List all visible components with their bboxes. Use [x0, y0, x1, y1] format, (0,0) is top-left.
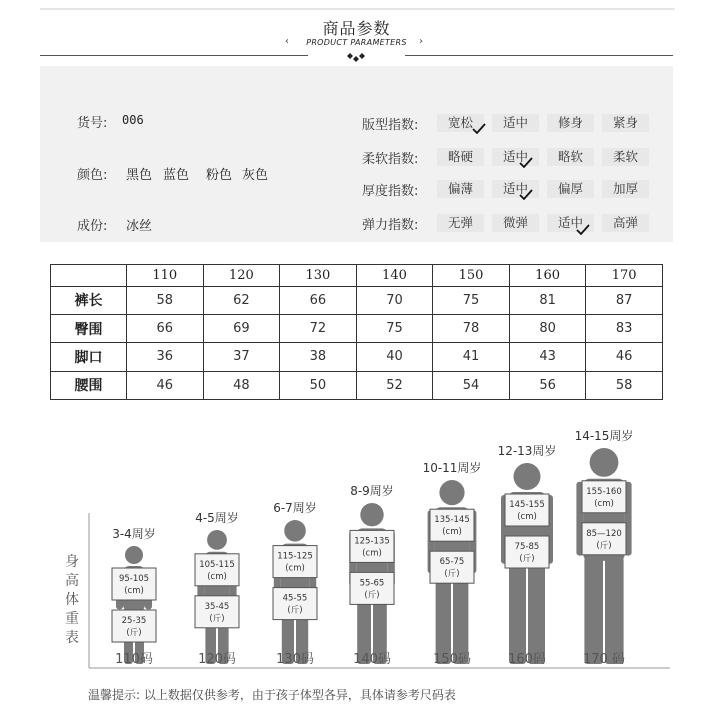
- color-option-pink: 粉色: [206, 168, 233, 183]
- height-range-value: 135-145: [434, 515, 470, 526]
- vertical-label-char: 重: [65, 611, 79, 627]
- height-range-value: 145-155: [509, 500, 545, 510]
- age-label: 3-4周岁: [112, 527, 156, 541]
- table-cell: 56: [509, 371, 586, 399]
- table-row: [51, 343, 663, 371]
- table-cell: 78: [433, 314, 510, 342]
- table-cell: 37: [203, 343, 280, 371]
- table-corner-cell: [51, 265, 127, 287]
- thickness-option-extra-thick: 加厚: [602, 180, 649, 198]
- color-option-blue: 蓝色: [163, 168, 190, 183]
- diamond-ornament-icon: [345, 50, 367, 64]
- vertical-label-char: 体: [65, 592, 79, 608]
- height-range-value: 155-160: [586, 486, 622, 497]
- height-unit: (cm): [362, 548, 382, 559]
- size-code-label: 160码: [508, 652, 546, 667]
- weight-unit: (斤): [209, 613, 225, 624]
- weight-range-value: 25-35: [121, 616, 147, 626]
- table-cell: 66: [280, 286, 357, 314]
- table-cell: 38: [280, 343, 357, 371]
- checkmark-icon: [519, 189, 533, 201]
- row-header-hip: 臀围: [51, 314, 127, 342]
- table-cell: 66: [127, 314, 204, 342]
- age-label: 10-11周岁: [422, 461, 482, 475]
- vertical-label-char: 表: [65, 630, 79, 646]
- height-range-value: 115-125: [277, 551, 313, 562]
- child-leg-silhouette: [605, 557, 624, 664]
- softness-option-very-soft: 柔软: [602, 148, 649, 166]
- header-divider-left: [40, 55, 308, 56]
- thickness-option-medium: 适中: [492, 180, 539, 198]
- size-code-label: 130码: [276, 652, 314, 667]
- section-title: 商品参数: [322, 19, 391, 38]
- footer-tip: 温馨提示: 以上数据仅供参考，由于孩子体型各异，具体请参考尺码表: [88, 688, 456, 702]
- child-head-silhouette: [439, 480, 464, 505]
- child-leg-silhouette: [528, 564, 545, 664]
- height-range-value: 95-105: [118, 574, 150, 584]
- age-label: 12-13周岁: [497, 444, 557, 458]
- fit-index-label: 版型指数:: [362, 118, 419, 133]
- header-top-divider: [40, 8, 675, 10]
- row-header-waist: 腰围: [51, 371, 127, 399]
- fit-option-regular: 适中: [492, 114, 539, 132]
- table-row: [51, 314, 663, 342]
- table-row: [51, 286, 663, 314]
- size-column-header: 150: [433, 265, 510, 287]
- size-column-header: 120: [203, 265, 280, 287]
- table-row: [51, 371, 663, 399]
- size-code-label: 140码: [353, 652, 391, 667]
- thickness-option-thin: 偏薄: [437, 180, 484, 198]
- child-leg-silhouette: [509, 564, 526, 664]
- table-cell: 87: [586, 286, 663, 314]
- height-unit: (cm): [207, 571, 227, 582]
- size-code-label: 170 码: [583, 652, 625, 667]
- weight-unit: (斤): [364, 590, 380, 601]
- weight-range-value: 65-75: [439, 557, 465, 568]
- weight-range-value: 75-85: [514, 542, 540, 552]
- table-cell: 58: [586, 371, 663, 399]
- fit-option-slim: 修身: [547, 114, 594, 132]
- color-option-black: 黑色: [126, 168, 153, 183]
- color-label: 颜色:: [77, 168, 108, 183]
- height-weight-illustration: [55, 418, 675, 680]
- checkmark-icon: [576, 224, 590, 236]
- size-column-header: 170: [586, 265, 663, 287]
- height-unit: (cm): [517, 512, 537, 522]
- stretch-option-none: 无弹: [437, 214, 484, 232]
- weight-unit: (斤): [126, 628, 142, 638]
- softness-option-soft: 略软: [547, 148, 594, 166]
- softness-index-label: 柔软指数:: [362, 152, 419, 167]
- checkmark-icon: [519, 157, 533, 169]
- weight-range-value: 55-65: [359, 578, 385, 589]
- child-head-silhouette: [360, 503, 383, 526]
- table-cell: 43: [509, 343, 586, 371]
- weight-unit: (斤): [519, 554, 535, 564]
- item-no-value: 006: [122, 113, 144, 127]
- child-head-silhouette: [207, 530, 227, 550]
- size-code-label: 110码: [115, 652, 153, 667]
- table-cell: 54: [433, 371, 510, 399]
- table-cell: 75: [356, 314, 433, 342]
- child-head-silhouette: [590, 448, 619, 477]
- height-range-value: 125-135: [354, 536, 390, 547]
- fit-option-loose: 宽松: [437, 114, 484, 132]
- row-header-leg-opening: 脚口: [51, 343, 127, 371]
- child-head-silhouette: [125, 546, 143, 564]
- softness-option-medium: 适中: [492, 148, 539, 166]
- child-leg-silhouette: [453, 573, 468, 664]
- size-code-label: 150码: [433, 652, 471, 667]
- size-column-header: 160: [509, 265, 586, 287]
- child-leg-silhouette: [584, 557, 603, 664]
- color-option-gray: 灰色: [242, 168, 269, 183]
- table-cell: 41: [433, 343, 510, 371]
- product-info-panel: [40, 66, 673, 242]
- weight-range-value: 85—120: [586, 528, 622, 539]
- table-cell: 72: [280, 314, 357, 342]
- size-column-header: 110: [127, 265, 204, 287]
- child-head-silhouette: [514, 463, 541, 490]
- row-header-pant-length: 裤长: [51, 286, 127, 314]
- size-code-label: 120码: [198, 652, 236, 667]
- child-leg-silhouette: [436, 573, 451, 664]
- age-label: 4-5周岁: [195, 511, 239, 525]
- table-cell: 48: [203, 371, 280, 399]
- material-value: 冰丝: [126, 219, 153, 234]
- fit-option-tight: 紧身: [602, 114, 649, 132]
- height-range-value: 105-115: [199, 559, 235, 570]
- table-cell: 81: [509, 286, 586, 314]
- chevron-right-icon: ›: [419, 36, 423, 47]
- weight-range-value: 35-45: [204, 601, 230, 612]
- child-head-silhouette: [284, 520, 306, 542]
- header-divider-right: [405, 55, 673, 56]
- height-unit: (cm): [124, 586, 144, 596]
- weight-unit: (斤): [444, 569, 460, 580]
- table-cell: 70: [356, 286, 433, 314]
- size-column-header: 130: [280, 265, 357, 287]
- table-cell: 80: [509, 314, 586, 342]
- age-label: 8-9周岁: [350, 484, 394, 498]
- table-cell: 40: [356, 343, 433, 371]
- softness-option-firm: 略硬: [437, 148, 484, 166]
- thickness-index-label: 厚度指数:: [362, 184, 419, 199]
- size-chart-table: [50, 264, 663, 400]
- table-cell: 83: [586, 314, 663, 342]
- stretch-option-slight: 微弹: [492, 214, 539, 232]
- height-unit: (cm): [442, 527, 462, 538]
- table-header-row: [51, 265, 663, 287]
- stretch-option-medium: 适中: [547, 214, 594, 232]
- section-subtitle: PRODUCT PARAMETERS: [306, 38, 407, 47]
- checkmark-icon: [472, 123, 486, 135]
- chevron-left-icon: ‹: [285, 36, 289, 47]
- material-label: 成份:: [77, 219, 108, 234]
- height-unit: (cm): [285, 563, 305, 574]
- weight-unit: (斤): [596, 540, 612, 551]
- table-cell: 36: [127, 343, 204, 371]
- age-label: 6-7周岁: [273, 501, 317, 515]
- height-unit: (cm): [594, 498, 614, 509]
- size-column-header: 140: [356, 265, 433, 287]
- table-cell: 62: [203, 286, 280, 314]
- table-cell: 50: [280, 371, 357, 399]
- table-cell: 52: [356, 371, 433, 399]
- weight-unit: (斤): [287, 605, 303, 616]
- table-cell: 75: [433, 286, 510, 314]
- vertical-label-char: 身: [65, 554, 79, 570]
- weight-range-value: 45-55: [282, 593, 308, 604]
- table-cell: 58: [127, 286, 204, 314]
- table-cell: 46: [586, 343, 663, 371]
- age-label: 14-15周岁: [574, 429, 634, 443]
- thickness-option-thick: 偏厚: [547, 180, 594, 198]
- table-cell: 69: [203, 314, 280, 342]
- vertical-label-char: 高: [65, 573, 79, 589]
- table-cell: 46: [127, 371, 204, 399]
- stretch-option-high: 高弹: [602, 214, 649, 232]
- item-no-label: 货号:: [77, 116, 108, 131]
- stretch-index-label: 弹力指数:: [362, 218, 419, 233]
